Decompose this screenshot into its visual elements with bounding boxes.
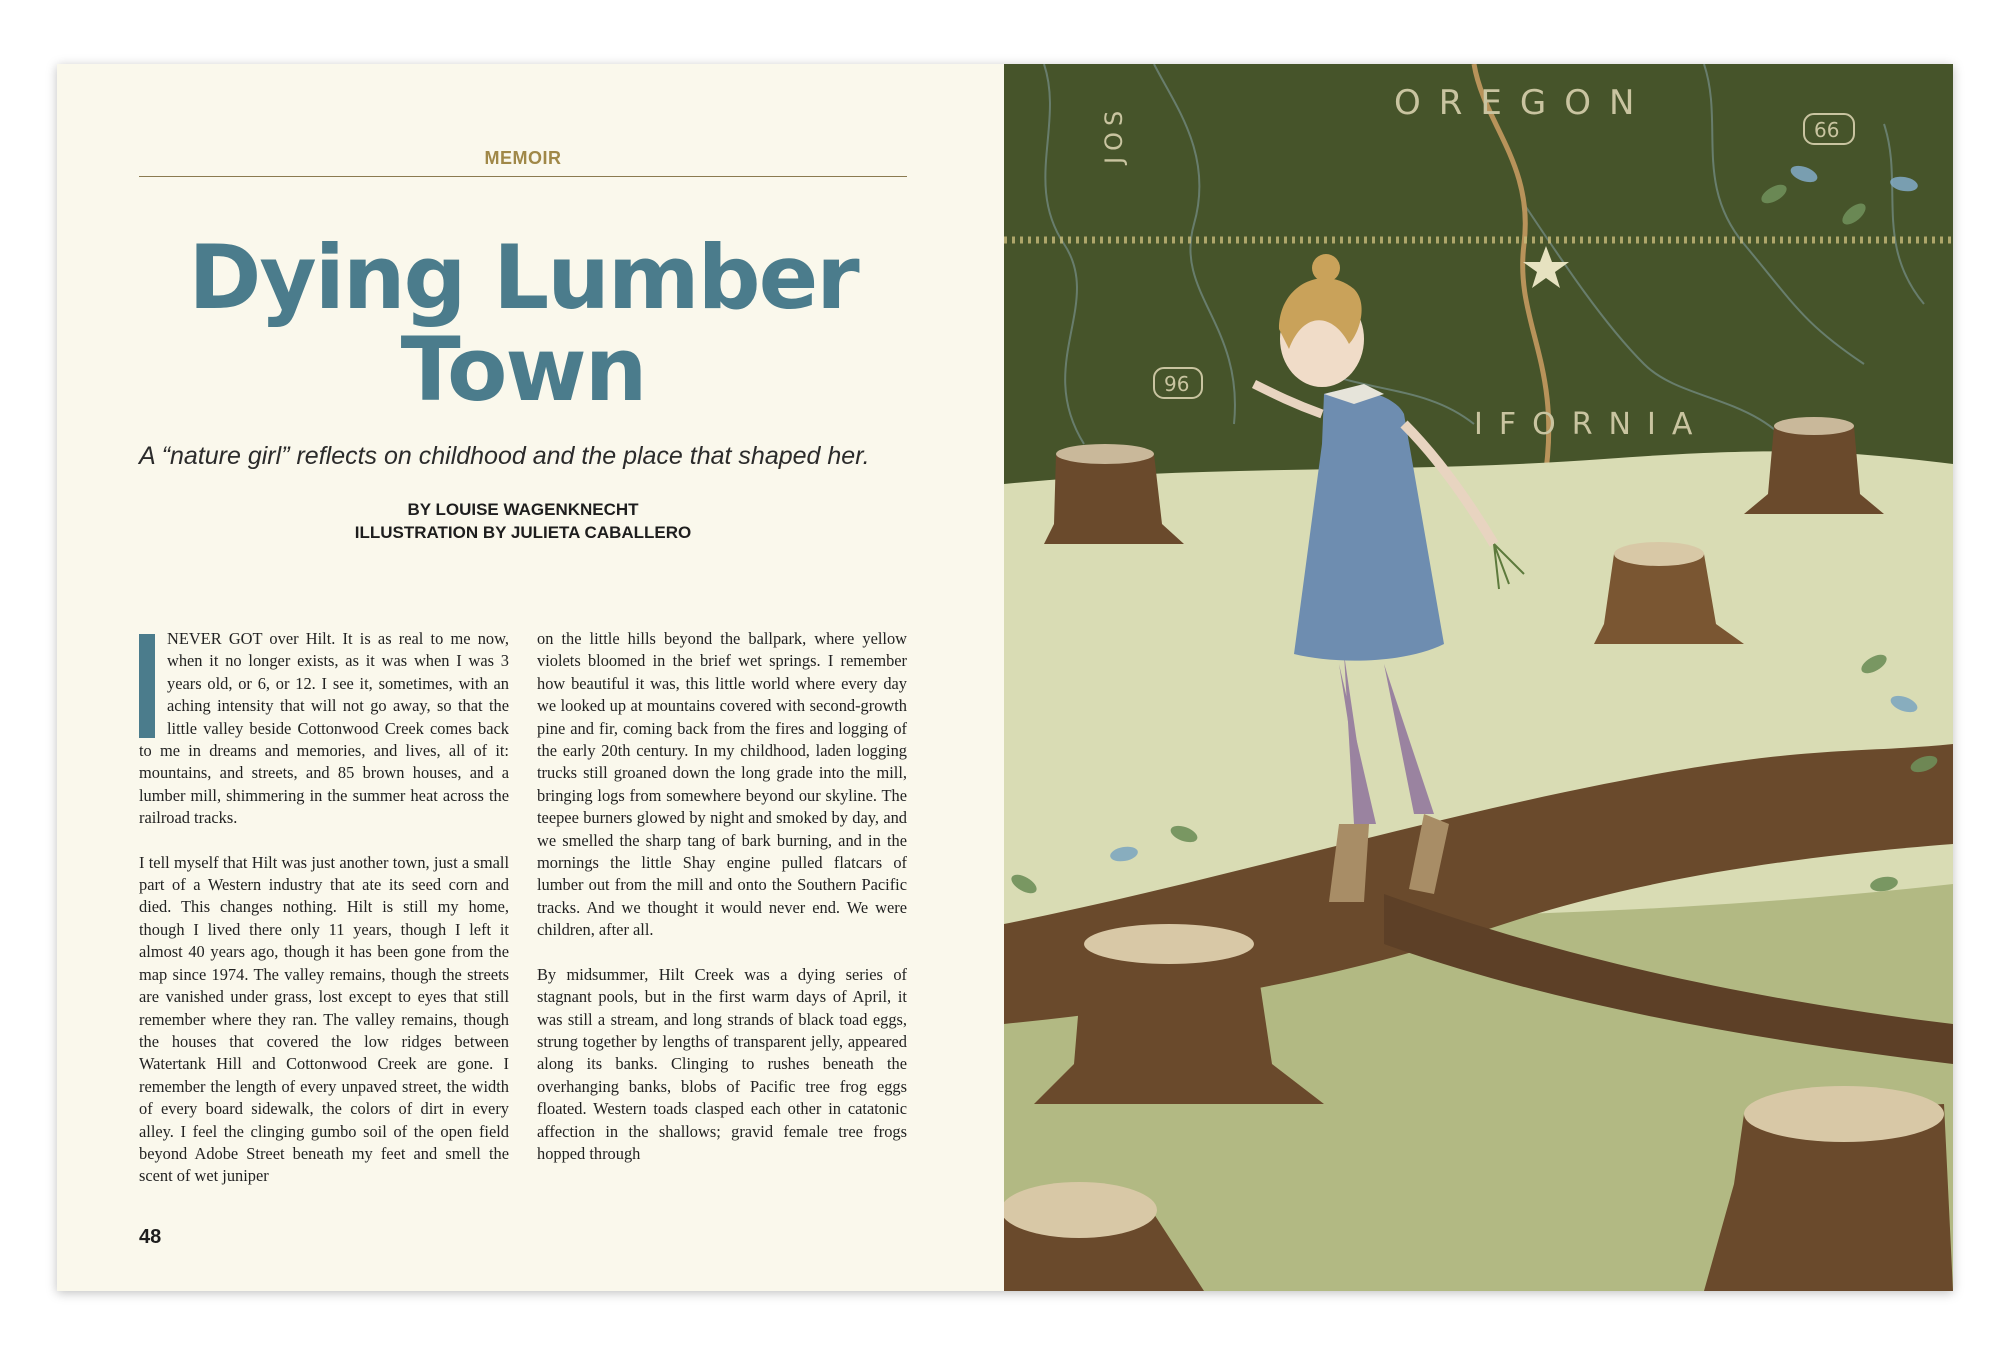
title-line-1: Dying Lumber (188, 226, 858, 329)
map-label-california: IFORNIA (1474, 407, 1709, 442)
section-divider (139, 176, 907, 177)
section-label: MEMOIR (484, 148, 562, 168)
illustrator-credit: ILLUSTRATION BY JULIETA CABALLERO (354, 523, 692, 542)
body-paragraph: on the little hills beyond the ballpark, where yellow violets bloomed in the brief wet springs. I remember how beautiful it was, this little world where every day we looked up at mountains covered with second-growth pine and fir, coming back from the fires and logging of the early 20th century. In my childhood, laden logging trucks still groaned down the long grade into the mill, bringing logs from somewhere beyond our skyline. The teepee burners glowed by night and smoked by day, and we smelled the sharp tang of bark burning, and in the mornings the little Shay engine pulled flatcars of lumber out from the mill and onto the Southern Pacific tracks. And we thought it would never end. We were children, after all. (537, 629, 907, 940)
title-line-2: Town (400, 318, 646, 421)
magazine-spread (57, 64, 1953, 1291)
article-deck: A “nature girl” reflects on childhood and the place that shaped her. (139, 442, 870, 470)
byline (139, 498, 907, 544)
left-page (57, 64, 1004, 1291)
body-column-1 (139, 628, 509, 1210)
body-paragraph: NEVER GOT over Hilt. It is as real to me now, when it no longer exists, as it was when I was 3 years old, or 6, or 12. I see it, sometimes, with an aching intensity that will not go away, so that the little valley beside Cottonwood Creek comes back to me in dreams and memories, and lives, all of it: mountains, and streets, and 85 brown houses, and a lumber mill, shimmering in the summer heat across the railroad tracks. (139, 629, 509, 828)
page-number: 48 (139, 1226, 162, 1248)
map-label-side: JOS (1100, 104, 1128, 164)
body-column-2 (537, 628, 907, 1187)
body-paragraph: I tell myself that Hilt was just another town, just a small part of a Western industry that ate its seed corn and died. This changes nothing. Hilt is still my home, though I lived there only 11 years, though I left it almost 40 years ago, though it has been gone from the map since 1974. The valley remains, though the streets are vanished under grass, lost except to eyes that still remember where they ran. The valley remains, though the houses that covered the low ridges between Watertank Hill and Cottonwood Creek are gone. I remember the length of every unpaved street, the width of every board sidewalk, the colors of dirt in every alley. I feel the clinging gumbo soil of the open field beyond Adobe Street beneath my feet and smell the scent of wet juniper (139, 852, 509, 1186)
route-66-label: 66 (1814, 118, 1840, 142)
illustration-page (1004, 64, 1953, 1291)
illustration-girl-on-log (1004, 64, 1953, 1291)
route-96-label: 96 (1164, 372, 1190, 396)
drop-cap (139, 634, 155, 738)
author-credit: BY LOUISE WAGENKNECHT (407, 500, 639, 519)
map-label-oregon: OREGON (1394, 83, 1653, 123)
article-title (139, 226, 907, 421)
body-paragraph: By midsummer, Hilt Creek was a dying series of stagnant pools, but in the first warm days of April, it was still a stream, and long strands of black toad eggs, strung together by lengths of transparent jelly, appeared along its banks. Clinging to rushes beneath the overhanging banks, blobs of Pacific tree frog eggs floated. Western toads clasped each other in catatonic affection in the shallows; gravid female tree frogs hopped through (537, 964, 907, 1163)
